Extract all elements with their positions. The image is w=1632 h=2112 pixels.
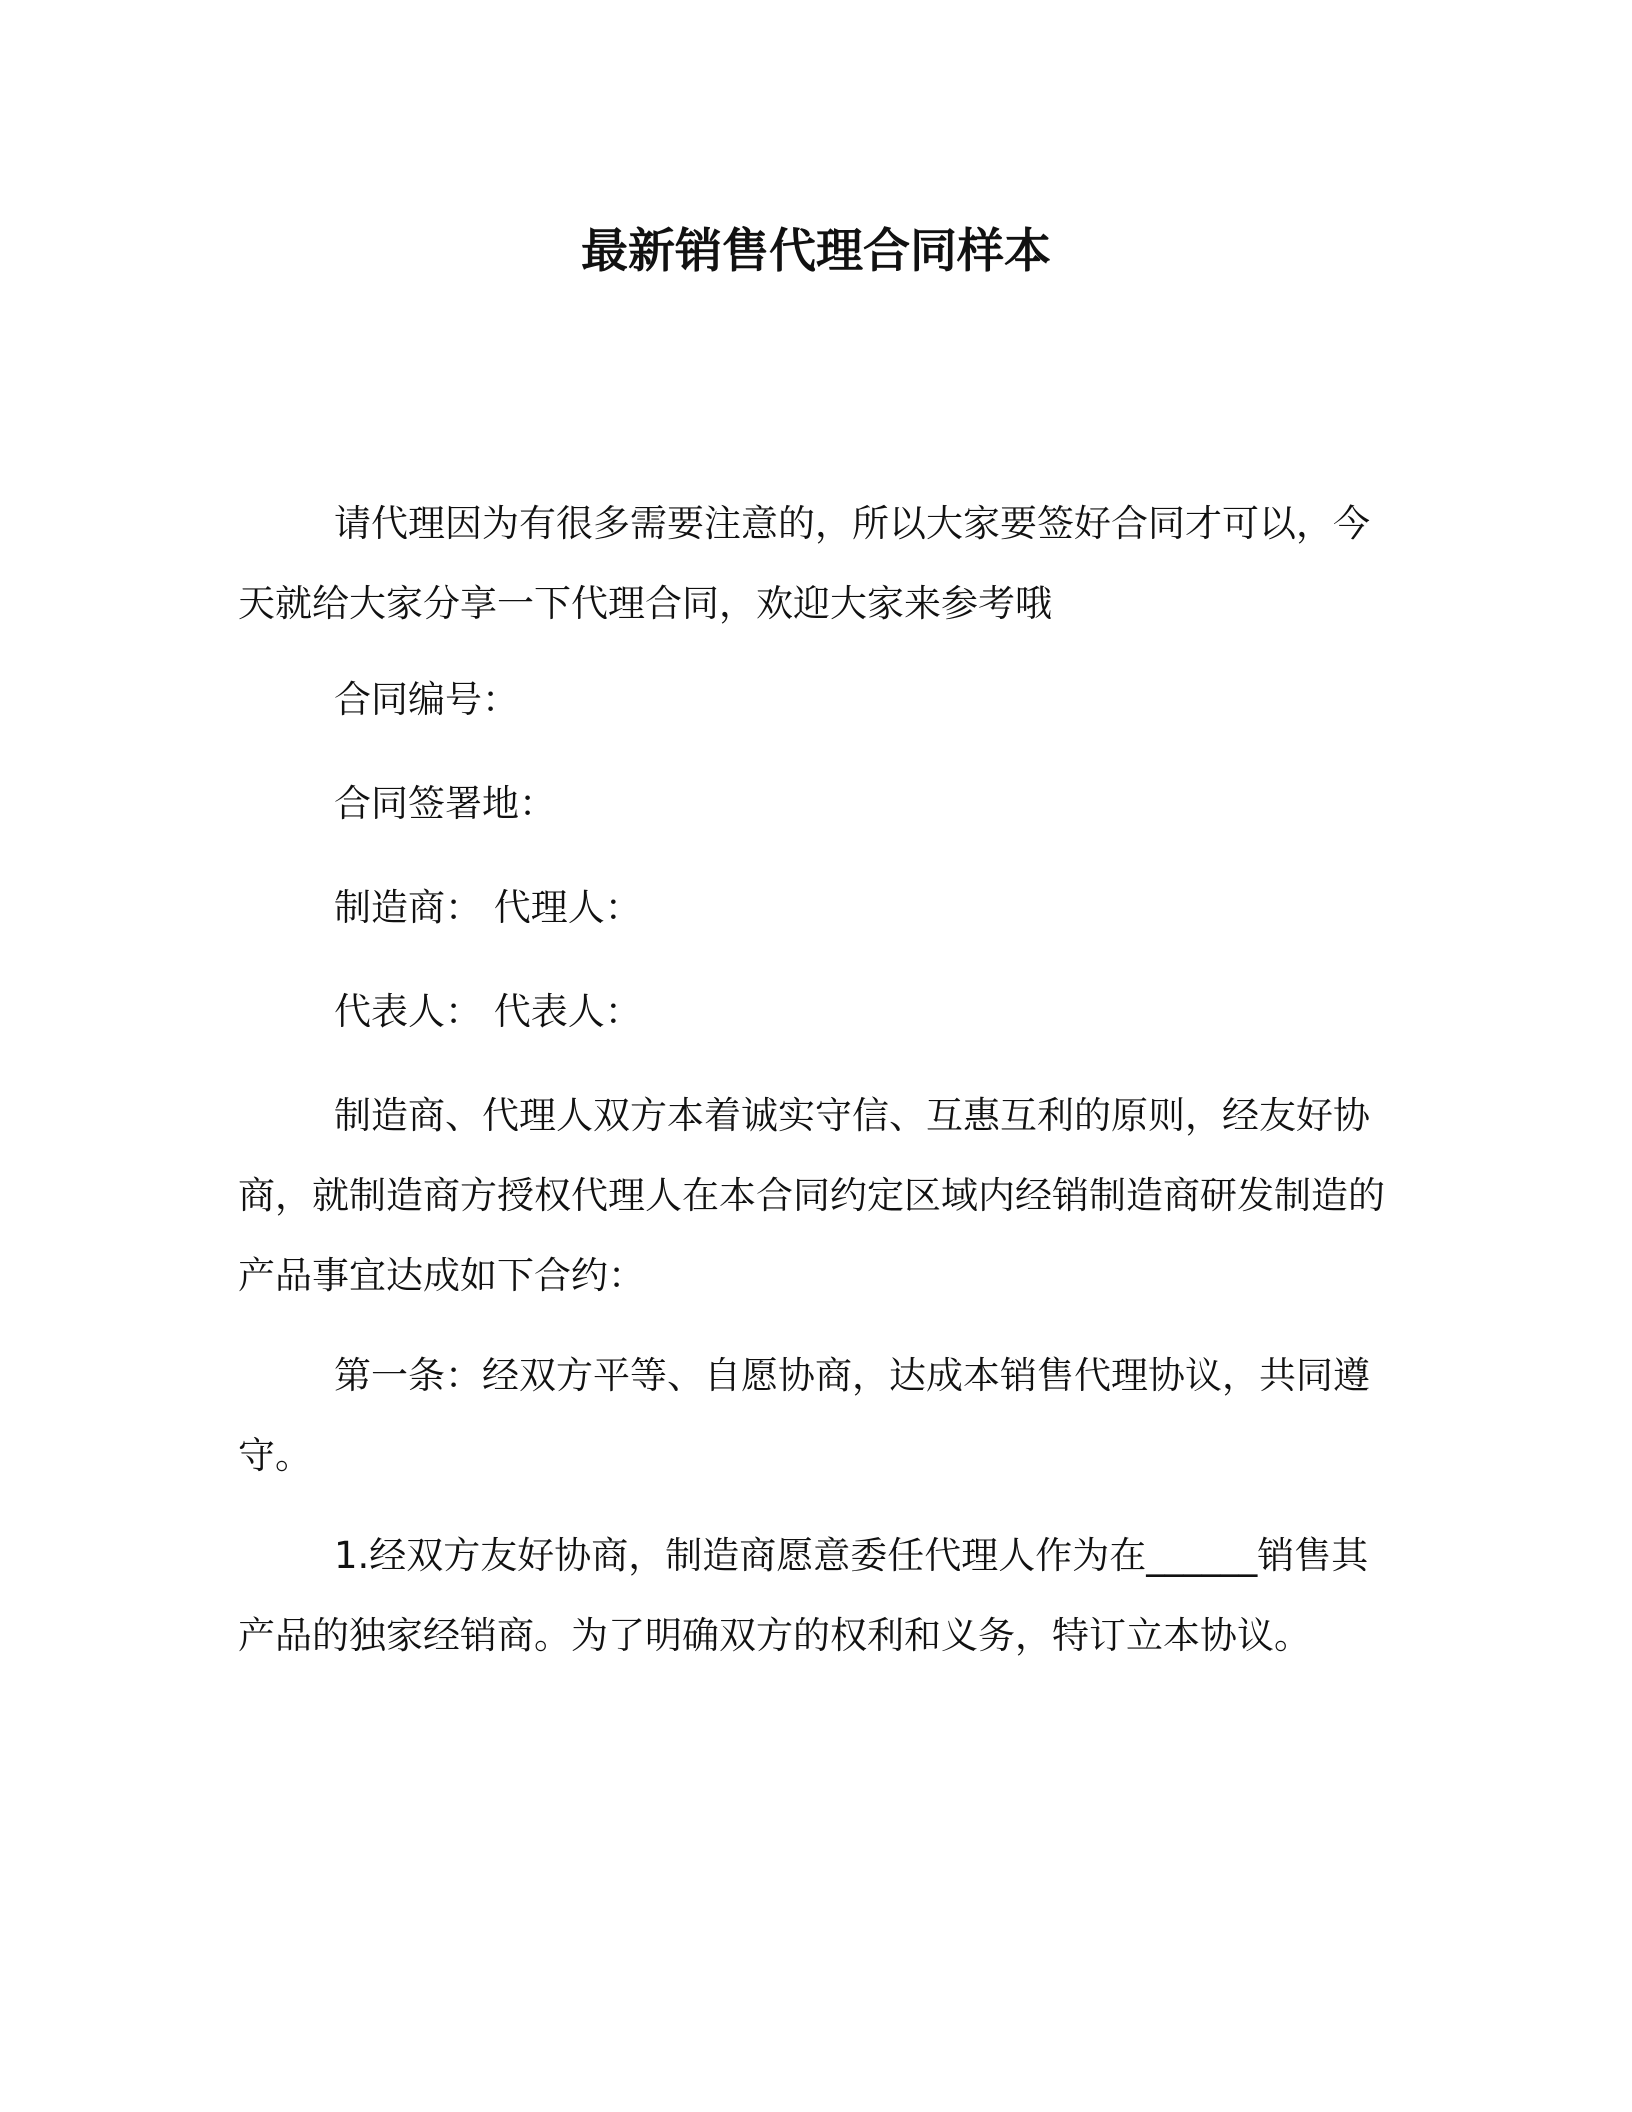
document-title: 最新销售代理合同样本 bbox=[581, 224, 1051, 279]
signing-place-line: 合同签署地： bbox=[334, 782, 556, 825]
representatives-line: 代表人： 代表人： bbox=[334, 990, 642, 1033]
parties-line: 制造商： 代理人： bbox=[334, 886, 642, 929]
article-one-paragraph: 第一条：经双方平等、自愿协商，达成本销售代理协议，共同遵守。 bbox=[238, 1354, 1370, 1477]
preamble-paragraph: 制造商、代理人双方本着诚实守信、互惠互利的原则，经友好协商，就制造商方授权代理人在本合同约定区域内经销制造商研发制造的产品事宜达成如下合约： bbox=[238, 1094, 1385, 1297]
clause-one-paragraph: 1.经双方友好协商，制造商愿意委任代理人作为在______销售其产品的独家经销商。为了明确双方的权利和义务，特订立本协议。 bbox=[238, 1534, 1369, 1657]
intro-paragraph: 请代理因为有很多需要注意的，所以大家要签好合同才可以，今天就给大家分享一下代理合同，欢迎大家来参考哦 bbox=[238, 502, 1370, 625]
contract-number-line: 合同编号： bbox=[334, 678, 519, 721]
